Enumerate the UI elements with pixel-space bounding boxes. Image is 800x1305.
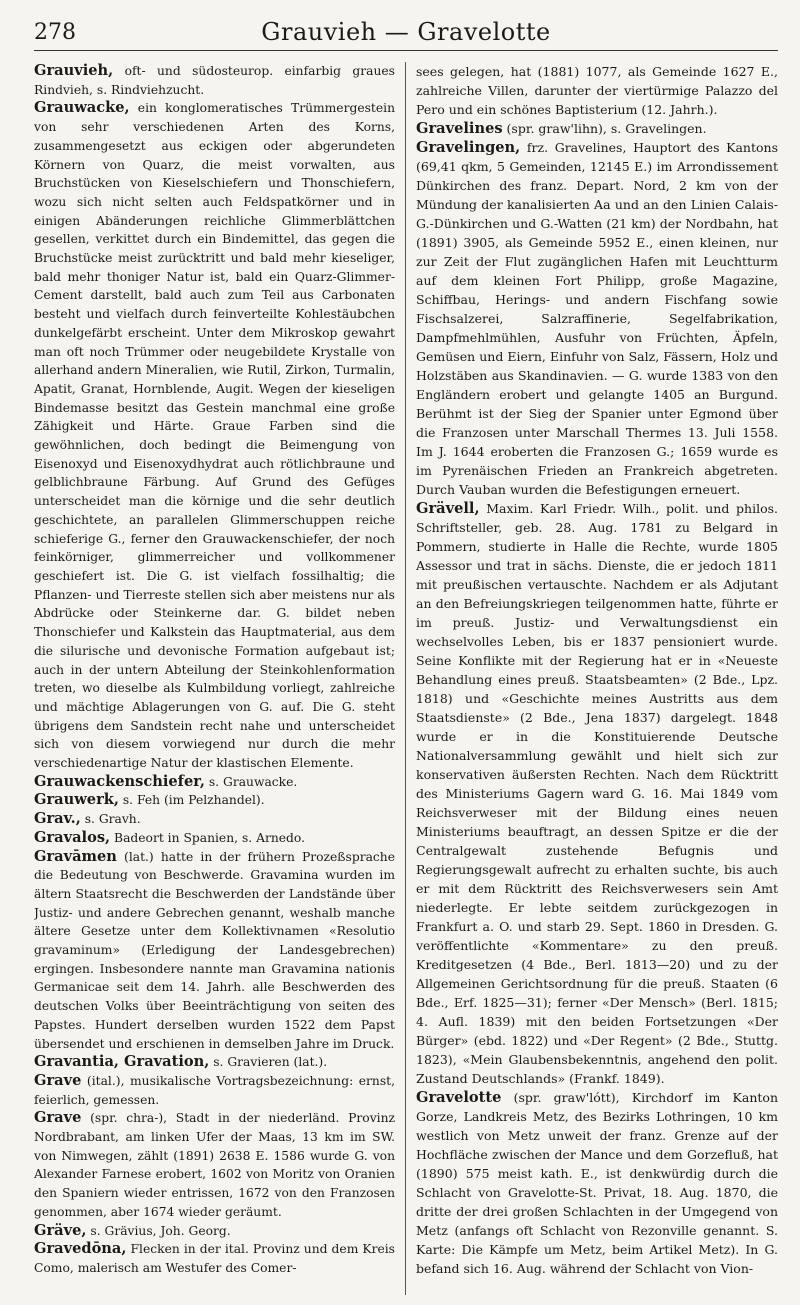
entry-text: (ital.), musikalische Vortragsbezeichnung: ernst, feierlich, gemessen. [34, 1073, 395, 1107]
entry-lemma: Gravedōna, [34, 1240, 127, 1258]
left-column [34, 62, 406, 1295]
entry-text: (spr. chra-), Stadt in der niederländ. Provinz Nordbrabant, am linken Ufer der Maas, 13 km im SW. von Nimwegen, zählt (1891) 2638 E. 1586 wurde G. von Alexander Farnese erobert, 1602 von Moritz von Oranien den Spaniern wieder entrissen, 1672 von den Franzosen genommen, aber 1674 wieder geräumt. [34, 1111, 395, 1219]
dictionary-entry [34, 1222, 395, 1241]
entry-lemma: Gravalos, [34, 828, 111, 846]
entry-lemma: Gravantia, Gravation, [34, 1053, 210, 1071]
dictionary-entry [34, 810, 395, 829]
page-number: 278 [34, 19, 76, 45]
dictionary-entry [34, 791, 395, 810]
entry-lemma: Grave [34, 1109, 82, 1127]
dictionary-entry [34, 1053, 395, 1072]
entry-lemma: Grav., [34, 810, 81, 828]
text-columns [34, 62, 778, 1295]
entry-lemma: Grauwacke, [34, 99, 130, 117]
entry-lemma: Gravelingen, [416, 139, 521, 156]
dictionary-entry [34, 1240, 395, 1277]
dictionary-entry [34, 99, 395, 772]
entry-text: s. Grauwacke. [204, 774, 298, 789]
entry-lemma: Gravelotte [416, 1089, 502, 1106]
entry-text: frz. Gravelines, Hauptort des Kantons (69,41 qkm, 5 Gemeinden, 12145 E.) im Arrondissement Dünkirchen des franz. Depart. Nord, 2 km von der Mündung der kanalisierten Aa und an den Linien Calais-G.-Dünkirchen und G.-Watten (21 km) der Nordbahn, hat (1891) 3905, als Gemeinde 5952 E., einen kleinen, nur zur Zeit der Flut zugänglichen Hafen mit Leuchtturm auf dem kleinen Fort Philipp, große Magazine, Schiffbau, Herings- und andern Fischfang sowie Fischsalzerei, Salzraffinerie, Segelfabrikation, Dampfmehlmühlen, Ausfuhr von Früchten, Äpfeln, Gemüsen und Eiern, Einfuhr von Salz, Fässern, Holz und Holzstäben aus Skandinavien. — G. wurde 1383 von den Engländern erobert und gelangte 1405 an Burgund. Berühmt ist der Sieg der Spanier unter Egmond über die Franzosen unter Marschall Thermes 13. Juli 1558. Im J. 1644 eroberten die Franzosen G.; 1659 wurde es im Pyrenäischen Frieden an Frankreich abgetreten. Durch Vauban wurden die Befestigungen erneuert. [416, 140, 778, 497]
entry-lemma: Grävell, [416, 500, 480, 517]
entry-text: s. Grävius, Joh. Georg. [86, 1223, 231, 1238]
entry-text: ein konglomeratisches Trümmergestein von sehr verschiedenen Arten des Korns, zusammengesetzt aus eckigen oder abgerundeten Körnern von Quarz, die meist vorwalten, aus Bruchstücken von Kieselschiefern und Thonschiefern, wozu sich nicht selten auch Feldspatkörner und in einigen Abänderungen reichliche Glimmerblättchen gesellen, verkittet durch ein Bindemittel, das gegen die Bruchstücke meist zurücktritt und bald mehr kieseliger, bald mehr thoniger Natur ist, bald ein Quarz-Glimmer-Cement darstellt, bald auch zum Teil aus Carbonaten besteht und vielfach durch feinverteilte Kohlestäubchen dunkelgefärbt erscheint. Unter dem Mikroskop gewahrt man oft noch Trümmer oder neugebildete Krystalle von allerhand andern Mineralien, wie Rutil, Zirkon, Turmalin, Apatit, Granat, Hornblende, Augit. Wegen der kieseligen Bindemasse besitzt das Gestein manchmal eine große Zähigkeit und Härte. Graue Farben sind die gewöhnlichen, doch bedingt die Beimengung von Eisenoxyd und Eisenoxydhydrat auch rötlichbraune und gelblichbraune Färbung. Auf Grund des Gefüges unterscheidet man die körnige und die sehr deutlich geschichtete, an parallelen Glimmerschuppen reiche schieferige G., ferner den Grauwackenschiefer, der noch feinkörniger, glimmerreicher und vollkommener geschiefert ist. Die G. ist vielfach fossilhaltig; die Pflanzen- und Tierreste stellen sich aber meistens nur als Abdrücke oder Steinkerne dar. G. bildet neben Thonschiefer und Kalkstein das Hauptmaterial, aus dem die silurische und devonische Formation aufgebaut ist; auch in der untern Abteilung der Steinkohlenformation treten, wo dieselbe als Kulmbildung vorliegt, zahlreiche und mächtige Ablagerungen von G. auf. Die G. steht übrigens dem Sandstein recht nahe und unterscheidet sich von diesem vorwiegend nur durch die mehr verschiedenartige Natur der klastischen Elemente. [34, 101, 395, 771]
dictionary-entry [34, 1072, 395, 1109]
entry-lemma: Gravāmen [34, 847, 117, 865]
entry-lemma: Grauvieh, [34, 62, 114, 79]
dictionary-entry [34, 848, 395, 1054]
entry-text: (spr. graw'lótt), Kirchdorf im Kanton Gorze, Landkreis Metz, des Bezirks Lothringen, 10 km westlich von Metz unweit der franz. Grenze auf der Hochfläche zwischen der Mance und dem Gorzefluß, hat (1890) 575 meist kath. E., ist denkwürdig durch die Schlacht von Gravelotte-St. Privat, 18. Aug. 1870, die dritte der drei großen Schlachten in der Umgegend von Metz (anfangs oft Schlacht von Rezonville genannt. S. Karte: Die Kämpfe um Metz, beim Artikel Metz). In G. befand sich 16. Aug. während der Schlacht von Vion- [416, 1090, 778, 1276]
entry-lemma: Gräve, [34, 1221, 87, 1239]
entry-text: (spr. graw'lihn), s. Gravelingen. [502, 121, 707, 136]
dictionary-entry [416, 499, 778, 1088]
continuation-text: sees gelegen, hat (1881) 1077, als Gemeinde 1627 E., zahlreiche Villen, darunter der viertürmige Palazzo del Pero und ein schönes Baptisterium (12. Jahrh.). [416, 64, 778, 117]
entry-text: Badeort in Spanien, s. Arnedo. [110, 830, 305, 845]
right-column [406, 62, 778, 1295]
entry-text: Maxim. Karl Friedr. Wilh., polit. und philos. Schriftsteller, geb. 28. Aug. 1781 zu Belgard in Pommern, studierte in Halle die Rechte, wurde 1805 Assessor und trat in sächs. Dienste, die er jedoch 1811 mit preußischen vertauschte. Nachdem er als Adjutant an den Befreiungskriegen teilgenommen hatte, führte er im preuß. Justiz- und Verwaltungsdienst ein wechselvolles Leben, bis er 1837 pensioniert wurde. Seine Konflikte mit der Regierung hat er in «Neueste Behandlung eines preuß. Staatsbeamten» (2 Bde., Lpz. 1818) und «Geschichte meines Austritts aus dem Staatsdienste» (2 Bde., Jena 1837) dargelegt. 1848 wurde er in die Konstituierende Deutsche Nationalversammlung gewählt und hielt sich zur konservativen äußersten Rechten. Nach dem Rücktritt des Ministeriums Gagern ward G. 16. Mai 1849 vom Reichsverweser mit der Bildung eines neuen Ministeriums beauftragt, an dessen Spitze er die der Centralgewalt zustehende Befugnis und Regierungsgewalt aufrecht zu erhalten suchte, bis auch er mit dem Rücktritt des Reichsverwesers sein Amt niederlegte. Er lebte seitdem zurückgezogen in Frankfurt a. O. und starb 29. Sept. 1860 in Dresden. G. veröffentlichte «Kommentare» zu den preuß. Kreditgesetzen (4 Bde., Berl. 1813—20) und zu der Allgemeinen Gerichtsordnung für die preuß. Staaten (6 Bde., Erf. 1825—31); ferner «Der Mensch» (Berl. 1815; 4. Aufl. 1839) mit den beiden Fortsetzungen «Der Bürger» (ebd. 1822) und «Der Regent» (2 Bde., Stuttg. 1823), «Mein Glaubensbekenntnis, angehend den polit. Zustand Deutschlands» (Frankf. 1849). [416, 501, 778, 1086]
entry-text: s. Feh (im Pelzhandel). [118, 793, 265, 808]
dictionary-entry [34, 773, 395, 792]
dictionary-entry [34, 1109, 395, 1221]
dictionary-entry [416, 1088, 778, 1278]
entry-text: (lat.) hatte in der frühern Prozeßsprache die Bedeutung von Beschwerde. Gravamina wurden im ältern Staatsrecht die Beschwerden der Landstände über Justiz- und andere Gebrechen genannt, weshalb manche ältere Gesetze unter dem Kollektivnamen «Resolutio gravaminum» (Erledigung der Landesgebrechen) ergingen. Insbesondere nannte man Gravamina nationis Germanicae seit dem 14. Jahrh. alle Beschwerden des deutschen Volks über Beeinträchtigung von seiten des Papstes. Hundert derselben wurden 1522 dem Papst übersendet und erschienen in demselben Jahre im Druck. [34, 849, 395, 1051]
entry-lemma: Gravelines [416, 120, 503, 137]
entry-text: Flecken in der ital. Provinz und dem Kreis Como, malerisch am Westufer des Comer- [34, 1242, 395, 1275]
entry-lemma: Grave [34, 1071, 82, 1089]
entry-lemma: Grauwackenschiefer, [34, 772, 205, 790]
page-header [34, 14, 778, 51]
entry-lemma: Grauwerk, [34, 791, 119, 809]
dictionary-entry [34, 829, 395, 848]
entry-text: s. Gravh. [80, 812, 141, 827]
dictionary-entry [34, 62, 395, 99]
dictionary-entry [416, 119, 778, 138]
entry-text: oft- und südosteurop. einfarbig graues Rindvieh, s. Rindviehzucht. [34, 64, 395, 97]
dictionary-entry [416, 138, 778, 499]
entry-text: s. Gravieren (lat.). [209, 1055, 328, 1070]
running-title: Grauvieh — Gravelotte [261, 18, 551, 46]
